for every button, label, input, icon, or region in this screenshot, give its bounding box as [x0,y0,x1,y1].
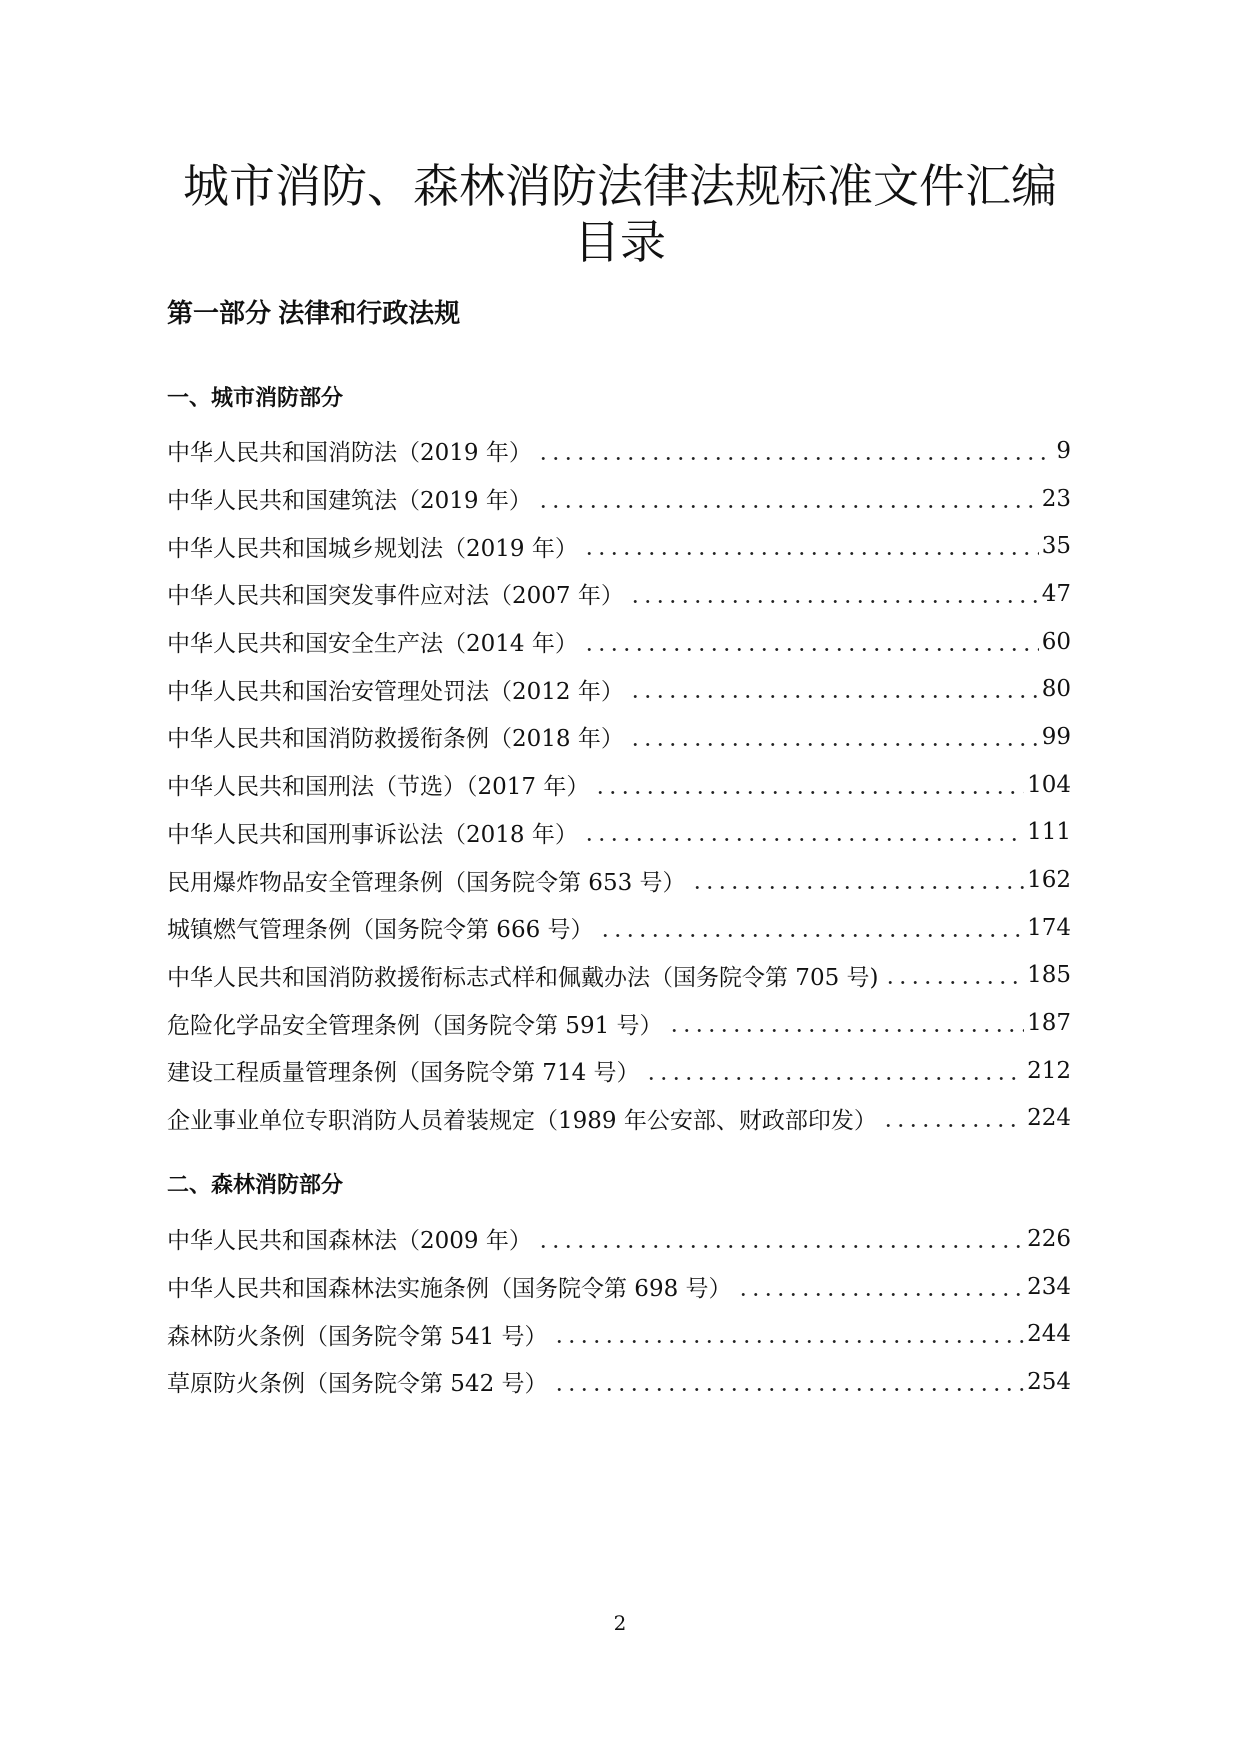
toc-list [167,1215,1071,1406]
toc-entry [167,1263,1071,1311]
toc-entry-page: 111 [1027,819,1071,846]
dot-leader [599,916,1025,940]
toc-entry-page: 185 [1027,962,1071,989]
dot-leader [537,487,1039,511]
toc-entry-title: 中华人民共和国刑事诉讼法（2018 年） [167,821,578,848]
toc-entry [167,618,1071,666]
toc-entry-page: 80 [1041,676,1071,703]
toc-entry-title: 中华人民共和国建筑法（2019 年） [167,488,532,515]
toc-entry [167,1310,1071,1358]
toc-entry-page: 47 [1041,580,1071,607]
dot-leader [882,1106,1024,1130]
toc-list [167,427,1071,1142]
dot-leader [553,1370,1025,1394]
toc-entry-title: 中华人民共和国消防救援衔标志式样和佩戴办法（国务院令第 705 号) [167,964,879,991]
dot-leader [645,1059,1025,1083]
section-heading: 一、城市消防部分 [167,385,344,410]
toc-entry [167,999,1071,1047]
dot-leader [884,963,1025,987]
toc-entry-page: 226 [1027,1225,1071,1252]
toc-entry [167,904,1071,952]
dot-leader [537,1227,1024,1251]
toc-entry-page: 23 [1041,485,1071,512]
toc-entry-page: 187 [1027,1010,1071,1037]
toc-entry [167,665,1071,713]
toc-entry [167,475,1071,523]
dot-leader [537,439,1054,463]
toc-entry-page: 162 [1027,867,1071,894]
toc-entry-title: 中华人民共和国城乡规划法（2019 年） [167,535,578,562]
document-title-line: 目录 [574,215,666,269]
toc-entry [167,952,1071,1000]
toc-entry-page: 35 [1041,533,1071,560]
toc-entry-title: 中华人民共和国安全生产法（2014 年） [167,631,578,658]
toc-entry [167,1215,1071,1263]
section-heading: 二、森林消防部分 [167,1172,344,1197]
toc-entry-title: 中华人民共和国消防救援衔条例（2018 年） [167,726,624,753]
dot-leader [668,1011,1025,1035]
dot-leader [583,534,1039,558]
toc-entry-title: 危险化学品安全管理条例（国务院令第 591 号） [167,1012,663,1039]
toc-entry-page: 234 [1027,1273,1071,1300]
toc-entry-page: 254 [1027,1368,1071,1395]
toc-entry-title: 中华人民共和国消防法（2019 年） [167,440,532,467]
part-heading: 第一部分 法律和行政法规 [167,298,461,328]
document-title-line: 城市消防、森林消防法律法规标准文件汇编 [183,159,1057,213]
dot-leader [629,582,1039,606]
toc-entry-page: 174 [1027,914,1071,941]
dot-leader [583,820,1024,844]
toc-entry [167,713,1071,761]
toc-entry-page: 212 [1027,1057,1071,1084]
toc-entry-page: 224 [1027,1105,1071,1132]
toc-entry [167,427,1071,475]
toc-entry-title: 中华人民共和国森林法实施条例（国务院令第 698 号） [167,1276,732,1303]
toc-entry [167,856,1071,904]
dot-leader [629,677,1039,701]
toc-entry-title: 草原防火条例（国务院令第 542 号） [167,1371,548,1398]
toc-entry [167,1095,1071,1143]
toc-entry-title: 中华人民共和国治安管理处罚法（2012 年） [167,678,624,705]
toc-entry [167,1047,1071,1095]
dot-leader [594,773,1024,797]
dot-leader [629,725,1039,749]
document-title [0,158,1240,270]
toc-entry [167,809,1071,857]
toc-entry [167,522,1071,570]
dot-leader [737,1275,1025,1299]
toc-entry-title: 中华人民共和国突发事件应对法（2007 年） [167,583,624,610]
toc-entry-title: 企业事业单位专职消防人员着装规定（1989 年公安部、财政部印发） [167,1107,877,1134]
toc-entry-page: 99 [1041,723,1071,750]
dot-leader [553,1322,1025,1346]
toc-entry-page: 60 [1041,628,1071,655]
dot-leader [583,630,1039,654]
toc-entry [167,761,1071,809]
toc-entry-title: 城镇燃气管理条例（国务院令第 666 号） [167,917,594,944]
toc-entry-title: 森林防火条例（国务院令第 541 号） [167,1323,548,1350]
toc-entry-page: 244 [1027,1321,1071,1348]
toc-entry-page: 9 [1056,437,1071,464]
page-number: 2 [613,1611,627,1635]
toc-entry [167,570,1071,618]
toc-entry-title: 建设工程质量管理条例（国务院令第 714 号） [167,1060,640,1087]
toc-entry [167,1358,1071,1406]
page-number-footer [600,1611,640,1635]
toc-entry-title: 中华人民共和国森林法（2009 年） [167,1228,532,1255]
dot-leader [691,868,1025,892]
toc-entry-title: 中华人民共和国刑法（节选）（2017 年） [167,774,590,801]
toc-entry-page: 104 [1027,771,1071,798]
toc-entry-title: 民用爆炸物品安全管理条例（国务院令第 653 号） [167,869,686,896]
